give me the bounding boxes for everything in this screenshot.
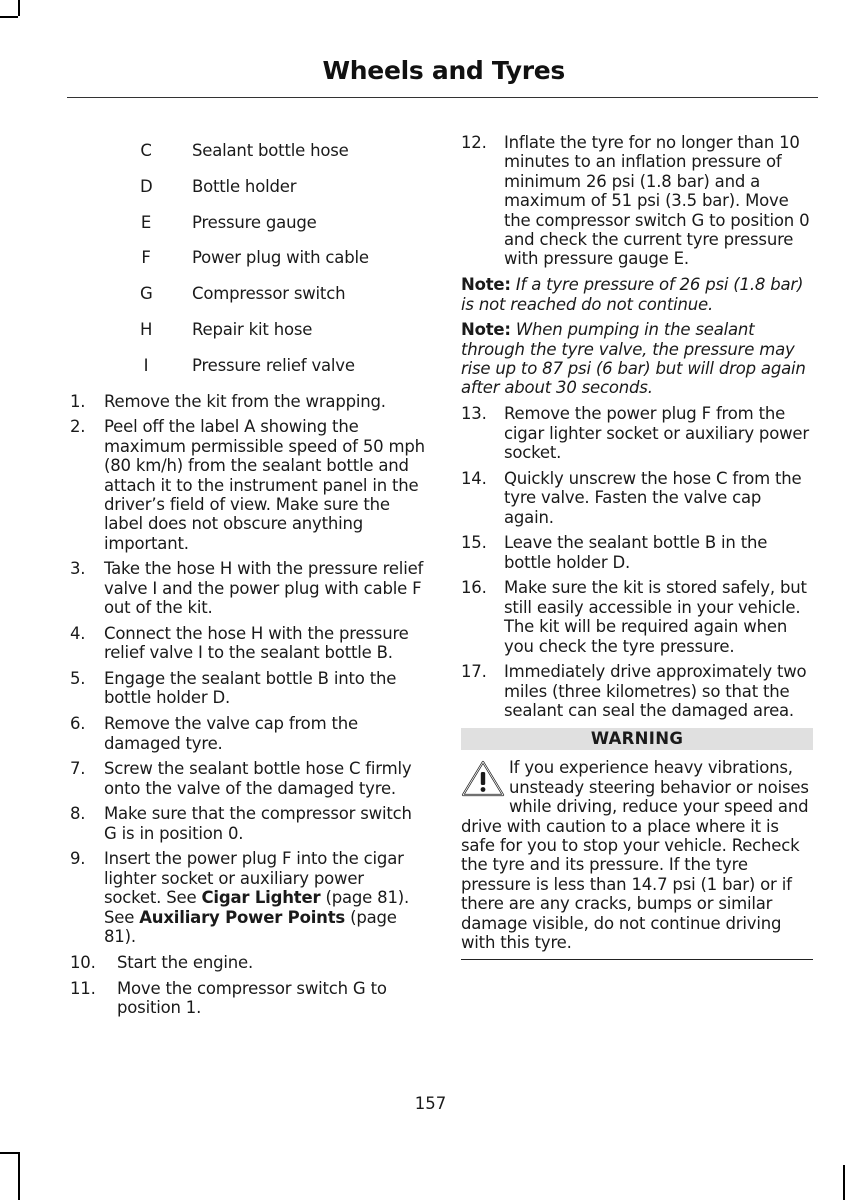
- step-item: 3. Take the hose H with the pressure relief valve I and the power plug with cable F out of the kit.: [70, 559, 424, 618]
- page-number: 157: [414, 1094, 447, 1113]
- warning-body: [461, 758, 813, 952]
- warning-triangle-icon: [461, 760, 505, 798]
- step-item: 10. Start the engine.: [70, 952, 253, 972]
- legend-item: E Pressure gauge: [140, 212, 317, 232]
- step-item: 1. Remove the kit from the wrapping.: [70, 391, 386, 411]
- crop-mark: [18, 1152, 20, 1200]
- step-item: 15. Leave the sealant bottle B in the bottle holder D.: [461, 533, 768, 572]
- step-item: 8. Make sure that the compressor switch G is in position 0.: [70, 804, 412, 843]
- legend-item: I Pressure relief valve: [143, 355, 355, 375]
- legend-item: G Compressor switch: [140, 284, 346, 304]
- note: Note: When pumping in the sealant through the tyre valve, the pressure may rise up to 87 psi (6 bar) but will drop again after about 30 seconds.: [461, 320, 806, 398]
- crop-mark: [0, 1152, 18, 1154]
- step-item: 6. Remove the valve cap from the damaged tyre.: [70, 714, 358, 753]
- step-item: 14. Quickly unscrew the hose C from the tyre valve. Fasten the valve cap again.: [461, 468, 802, 527]
- legend-item: H Repair kit hose: [140, 319, 313, 339]
- step-item: 5. Engage the sealant bottle B into the bottle holder D.: [70, 669, 397, 708]
- title-rule: [67, 97, 818, 98]
- step-item: 2. Peel off the label A showing the maximum permissible speed of 50 mph (80 km/h) from the sealant bottle and attach it to the instrument panel in the driver’s field of view. Make sure the label does not obscure anything important.: [70, 417, 425, 553]
- step-item: 11. Move the compressor switch G to position 1.: [70, 978, 387, 1017]
- steps-list-left-b: [70, 953, 426, 1018]
- warning-heading: WARNING: [461, 728, 813, 750]
- left-column: [70, 133, 426, 1024]
- step-item: 7. Screw the sealant bottle hose C firmly onto the valve of the damaged tyre.: [70, 759, 412, 798]
- step-item: 17. Immediately drive approximately two miles (three kilometres) so that the sealant can seal the damaged area.: [461, 662, 807, 721]
- legend-item: D Bottle holder: [140, 176, 297, 196]
- step-item: 16. Make sure the kit is stored safely, but still easily accessible in your vehicle. The kit will be required again when you check the tyre pressure.: [461, 578, 807, 656]
- steps-list-left: [70, 392, 426, 947]
- step-item: 9. Insert the power plug F into the cigar lighter socket or auxiliary power socket. See Cigar Lighter (page 81). See Auxiliary Power Points (page 81).: [70, 849, 410, 947]
- cross-reference-link[interactable]: Cigar Lighter: [201, 888, 321, 908]
- warning-text: If you experience heavy vibrations, unsteady steering behavior or noises while driving, reduce your speed and drive with caution to a place where it is safe for you to stop your vehicle. Recheck the tyre and its pressure. If the tyre pressure is less than 14.7 psi (1 bar) or if there are any cracks, bumps or similar damage visible, do not continue driving with this tyre.: [461, 758, 809, 953]
- note: Note: If a tyre pressure of 26 psi (1.8 bar) is not reached do not continue.: [461, 275, 804, 314]
- steps-list-right-a: [461, 133, 813, 269]
- page-title: Wheels and Tyres: [322, 56, 565, 85]
- crop-mark: [0, 16, 18, 18]
- component-legend: [70, 133, 426, 384]
- crop-mark: [843, 1165, 845, 1200]
- step-item: 12. Inflate the tyre for no longer than 10 minutes to an inflation pressure of minimum 26 psi (1.8 bar) and a maximum of 51 psi (3.5 bar). Move the compressor switch G to position 0 and check the current tyre pressure with pressure gauge E.: [461, 133, 810, 269]
- crop-mark: [18, 0, 20, 16]
- legend-item: F Power plug with cable: [141, 248, 369, 268]
- steps-list-right-b: [461, 404, 813, 720]
- warning-rule: [461, 959, 813, 961]
- cross-reference-link[interactable]: Auxiliary Power Points: [139, 907, 346, 927]
- step-item: 13. Remove the power plug F from the cigar lighter socket or auxiliary power socket.: [461, 404, 809, 462]
- right-column: [461, 133, 813, 960]
- step-item: 4. Connect the hose H with the pressure relief valve I to the sealant bottle B.: [70, 623, 409, 663]
- legend-item: C Sealant bottle hose: [140, 141, 349, 160]
